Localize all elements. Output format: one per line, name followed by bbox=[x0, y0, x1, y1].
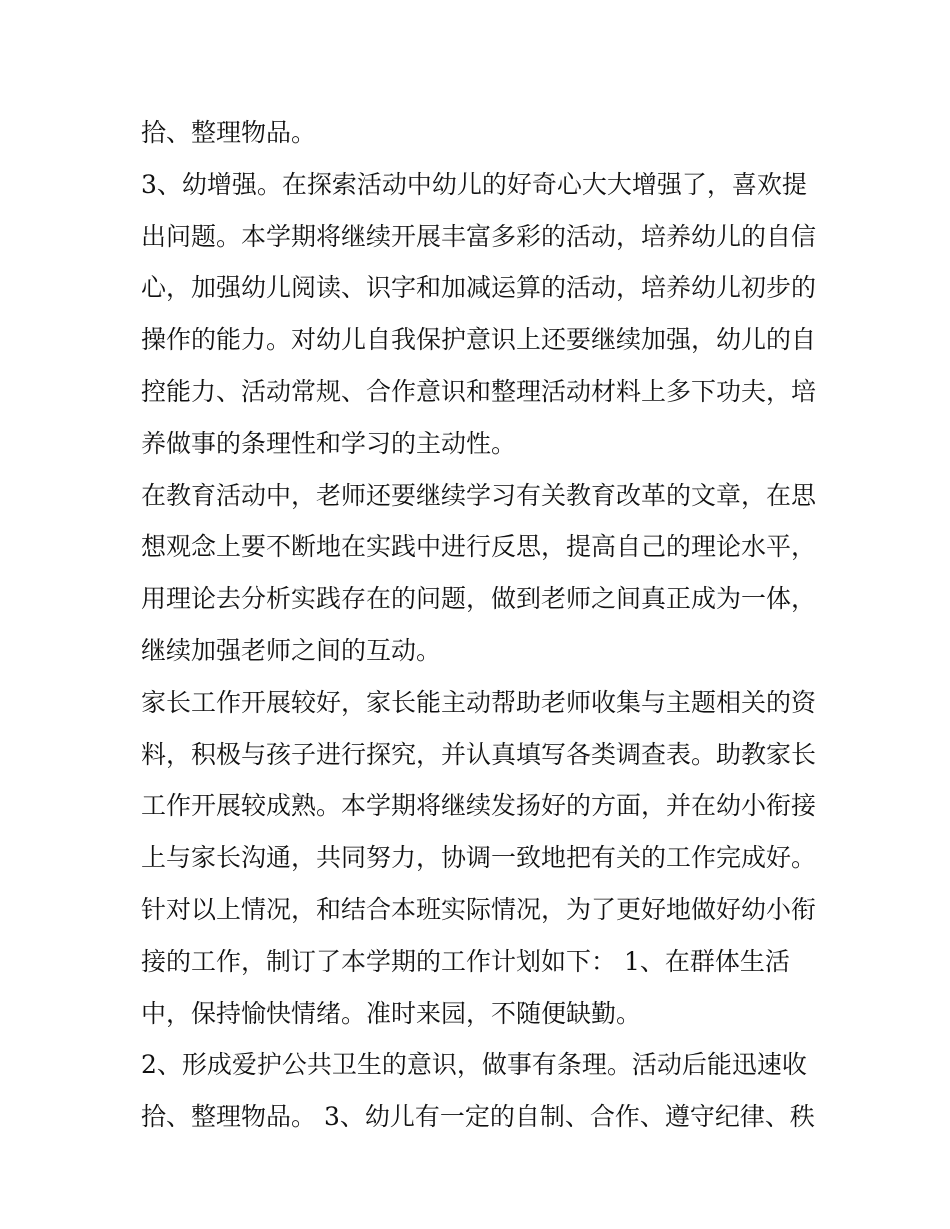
text-line: 心，加强幼儿阅读、识字和加减运算的活动，培养幼儿初步的 bbox=[141, 273, 817, 303]
text-line: 针对以上情况，和结合本班实际情况，为了更好地做好幼小衔 bbox=[141, 894, 817, 924]
text-line: 2、形成爱护公共卫生的意识，做事有条理。活动后能迅速收 bbox=[141, 1050, 807, 1080]
text-line: 料，积极与孩子进行探究，并认真填写各类调查表。助教家长 bbox=[141, 739, 817, 769]
text-line: 中，保持愉快情绪。准时来园，不随便缺勤。 bbox=[141, 998, 642, 1028]
text-line: 想观念上要不断地在实践中进行反思，提高自己的理论水平， bbox=[141, 532, 817, 562]
text-line: 控能力、活动常规、合作意识和整理活动材料上多下功夫，培 bbox=[141, 376, 817, 406]
text-line: 接的工作，制订了本学期的工作计划如下： 1、在群体生活 bbox=[141, 946, 790, 976]
text-line: 养做事的条理性和学习的主动性。 bbox=[141, 428, 517, 458]
text-line: 家长工作开展较好，家长能主动帮助老师收集与主题相关的资 bbox=[141, 687, 817, 717]
text-line: 继续加强老师之间的互动。 bbox=[141, 635, 442, 665]
text-line: 3、幼增强。在探索活动中幼儿的好奇心大大增强了，喜欢提 bbox=[141, 169, 807, 199]
text-line: 操作的能力。对幼儿自我保护意识上还要继续加强，幼儿的自 bbox=[141, 325, 817, 355]
text-line: 拾、整理物品。 3、幼儿有一定的自制、合作、遵守纪律、秩 bbox=[141, 1102, 815, 1132]
text-line: 出问题。本学期将继续开展丰富多彩的活动，培养幼儿的自信 bbox=[141, 221, 817, 251]
text-line: 上与家长沟通，共同努力，协调一致地把有关的工作完成好。 bbox=[141, 843, 817, 873]
text-line: 工作开展较成熟。本学期将继续发扬好的方面，并在幼小衔接 bbox=[141, 791, 817, 821]
text-line: 拾、整理物品。 bbox=[141, 118, 317, 147]
text-line: 在教育活动中，老师还要继续学习有关教育改革的文章，在思 bbox=[141, 480, 817, 510]
text-line: 用理论去分析实践存在的问题，做到老师之间真正成为一体， bbox=[141, 584, 817, 614]
document-body bbox=[141, 107, 821, 1143]
